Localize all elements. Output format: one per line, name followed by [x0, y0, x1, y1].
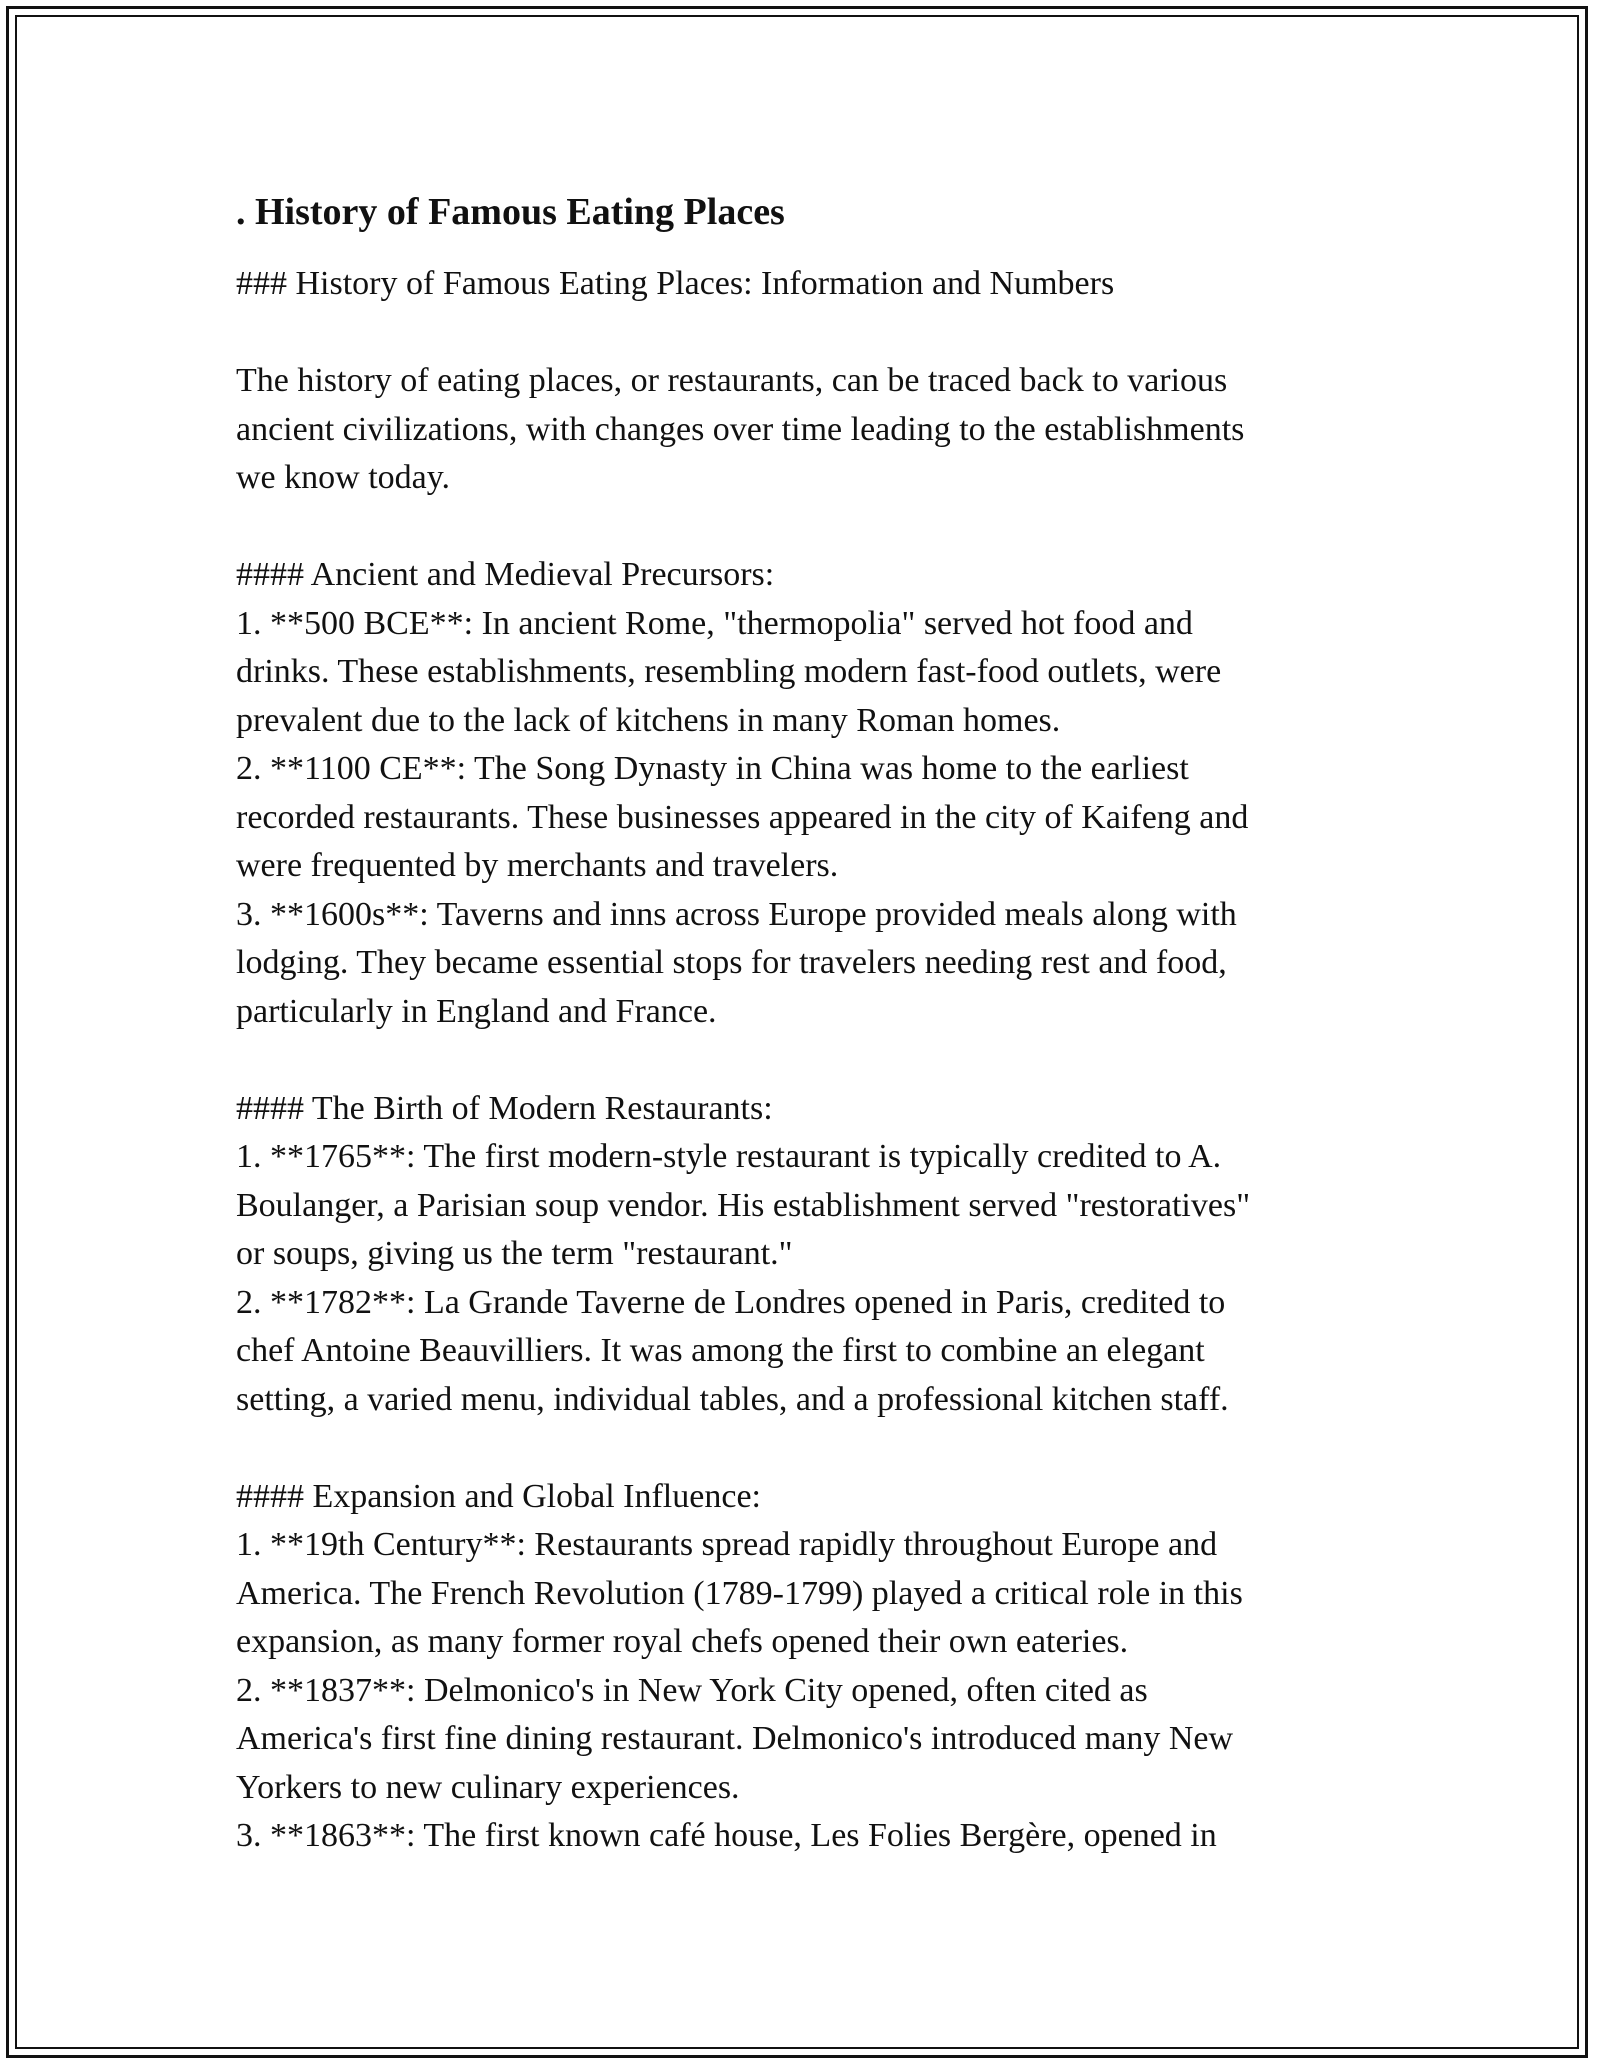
blank-line	[236, 309, 1366, 358]
section-line: or soups, giving us the term "restaurant."	[236, 1235, 793, 1272]
section-line: drinks. These establishments, resembling modern fast-food outlets, were	[236, 653, 1222, 690]
blank-line	[236, 503, 1366, 552]
section-line: 3. **1863**: The first known café house, Les Folies Bergère, opened in	[236, 1817, 1217, 1854]
section-line: particularly in England and France.	[236, 992, 717, 1030]
section-line: America's first fine dining restaurant. Delmonico's introduced many New	[236, 1720, 1234, 1757]
section-line: Yorkers to new culinary experiences.	[236, 1768, 740, 1806]
document-subtitle: ### History of Famous Eating Places: Information and Numbers	[236, 265, 1115, 302]
section-ancient-medieval	[236, 551, 1366, 1036]
section-line: recorded restaurants. These businesses appeared in the city of Kaifeng and	[236, 798, 1249, 836]
section-line: chef Antoine Beauvilliers. It was among the first to combine an elegant	[236, 1332, 1205, 1369]
section-line: lodging. They became essential stops for travelers needing rest and food,	[236, 944, 1227, 981]
section-line: America. The French Revolution (1789-1799) played a critical role in this	[236, 1574, 1243, 1612]
document-title: . History of Famous Eating Places	[236, 191, 785, 233]
document-body	[236, 186, 1366, 1861]
intro-line: we know today.	[236, 459, 451, 496]
section-line: prevalent due to the lack of kitchens in many Roman homes.	[236, 701, 1061, 739]
section-line: 2. **1837**: Delmonico's in New York City opened, often cited as	[236, 1671, 1148, 1709]
section-line: 1. **1765**: The first modern-style restaurant is typically credited to A.	[236, 1138, 1222, 1175]
blank-line	[236, 1424, 1366, 1473]
section-line: Boulanger, a Parisian soup vendor. His establishment served "restoratives"	[236, 1186, 1251, 1224]
section-line: 1. **19th Century**: Restaurants spread rapidly throughout Europe and	[236, 1526, 1218, 1563]
section-heading: #### Ancient and Medieval Precursors:	[236, 556, 775, 593]
section-expansion-global	[236, 1473, 1366, 1861]
section-line: setting, a varied menu, individual tables, and a professional kitchen staff.	[236, 1380, 1229, 1418]
intro-paragraph	[236, 357, 1366, 503]
section-modern-restaurants	[236, 1085, 1366, 1425]
section-line: 3. **1600s**: Taverns and inns across Europe provided meals along with	[236, 895, 1237, 933]
section-heading: #### Expansion and Global Influence:	[236, 1477, 761, 1515]
section-line: were frequented by merchants and travelers.	[236, 847, 839, 884]
section-line: 2. **1100 CE**: The Song Dynasty in China was home to the earliest	[236, 750, 1189, 787]
intro-line: ancient civilizations, with changes over time leading to the establishments	[236, 410, 1245, 448]
section-line: 1. **500 BCE**: In ancient Rome, "thermopolia" served hot food and	[236, 604, 1193, 642]
section-line: expansion, as many former royal chefs opened their own eateries.	[236, 1623, 1129, 1660]
blank-line	[236, 1036, 1366, 1085]
section-line: 2. **1782**: La Grande Taverne de Londres opened in Paris, credited to	[236, 1283, 1226, 1321]
section-heading: #### The Birth of Modern Restaurants:	[236, 1089, 773, 1127]
intro-line: The history of eating places, or restaurants, can be traced back to various	[236, 362, 1228, 399]
